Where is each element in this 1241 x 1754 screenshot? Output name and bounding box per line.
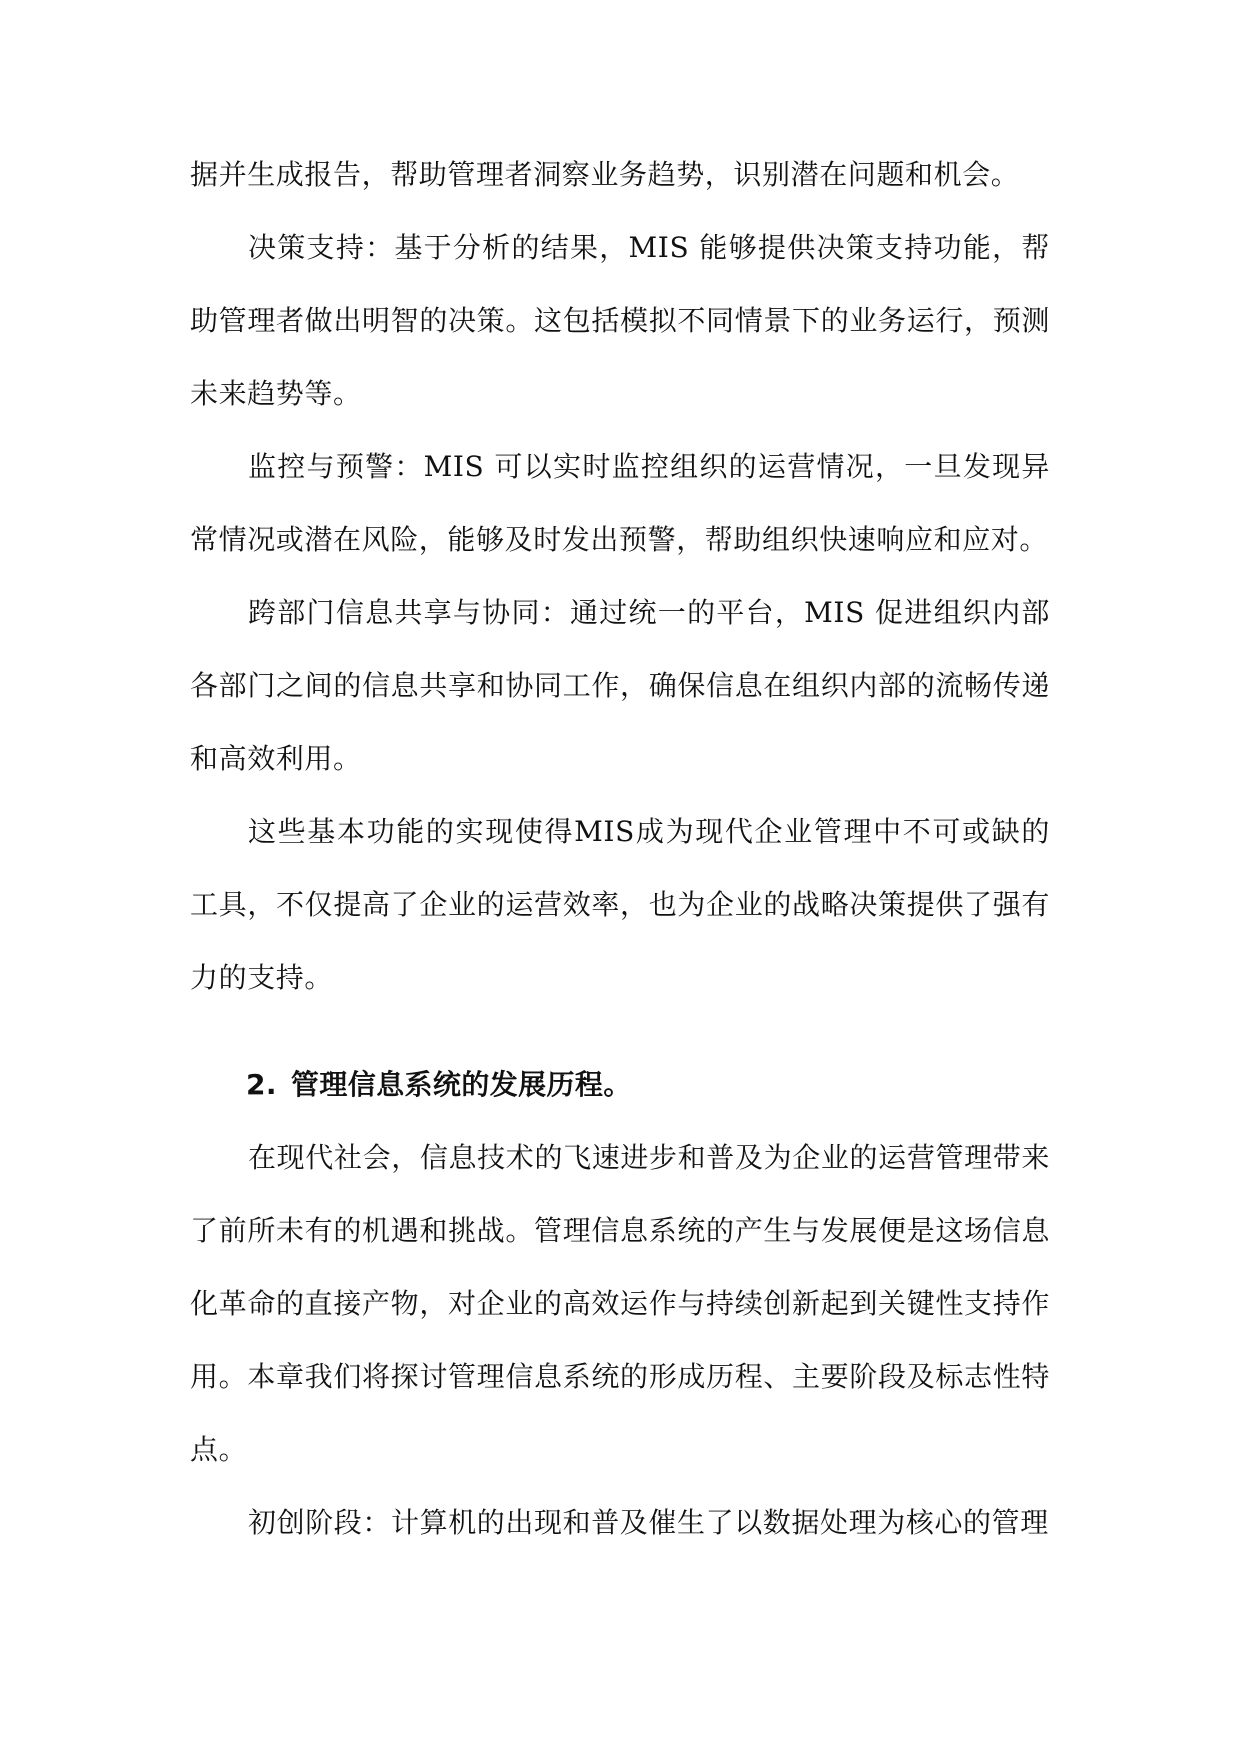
section-number: 2.: [246, 1068, 277, 1101]
document-body: [190, 138, 1050, 1559]
paragraph-continued: 据并生成报告，帮助管理者洞察业务趋势，识别潜在问题和机会。: [190, 158, 1020, 191]
paragraph-cross-department-collaboration: 跨部门信息共享与协同：通过统一的平台，MIS 促进组织内部各部门之间的信息共享和协同工作，确保信息在组织内部的流畅传递和高效利用。: [190, 596, 1050, 775]
section-title: 管理信息系统的发展历程。: [290, 1068, 632, 1101]
section-heading: [190, 1048, 1050, 1121]
paragraph-summary: 这些基本功能的实现使得MIS成为现代企业管理中不可或缺的工具，不仅提高了企业的运营效率，也为企业的战略决策提供了强有力的支持。: [190, 815, 1050, 994]
paragraph-decision-support: 决策支持：基于分析的结果，MIS 能够提供决策支持功能，帮助管理者做出明智的决策。这包括模拟不同情景下的业务运行，预测未来趋势等。: [190, 231, 1050, 410]
paragraph-monitoring-warning: 监控与预警：MIS 可以实时监控组织的运营情况，一旦发现异常情况或潜在风险，能够及时发出预警，帮助组织快速响应和应对。: [190, 450, 1050, 556]
paragraph-initial-stage: 初创阶段：计算机的出现和普及催生了以数据处理为核心的管理: [248, 1506, 1049, 1539]
paragraph-intro: 在现代社会，信息技术的飞速进步和普及为企业的运营管理带来了前所未有的机遇和挑战。管理信息系统的产生与发展便是这场信息化革命的直接产物，对企业的高效运作与持续创新起到关键性支持作用。本章我们将探讨管理信息系统的形成历程、主要阶段及标志性特点。: [190, 1141, 1050, 1466]
